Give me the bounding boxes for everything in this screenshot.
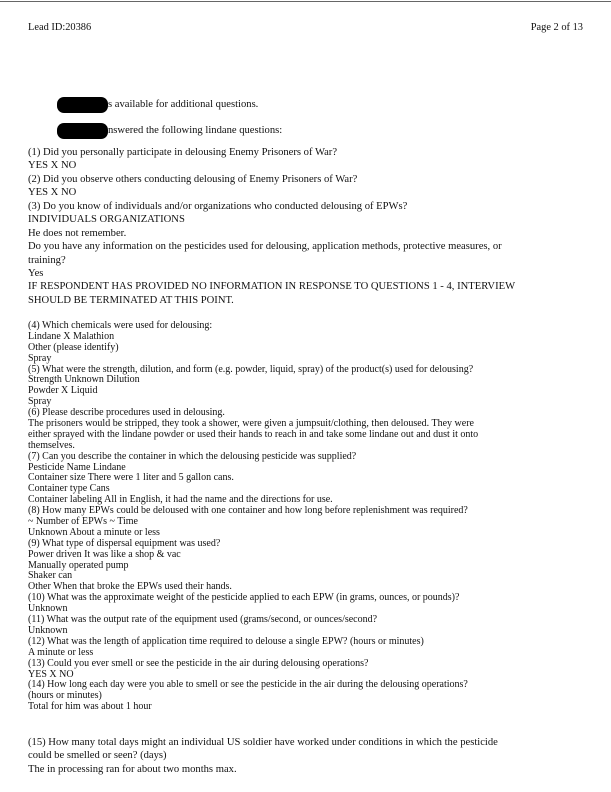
document-line: (2) Did you observe others conducting delousing of Enemy Prisoners of War? xyxy=(28,173,358,185)
question-15 xyxy=(28,736,598,776)
document-line: YES X NO xyxy=(28,187,77,199)
document-line: (7) Can you describe the container in which the delousing pesticide was supplied? xyxy=(28,450,357,462)
document-line: (14) How long each day were you able to smell or see the pesticide in the air during the delousing operations? xyxy=(28,679,468,691)
document-line: Container type Cans xyxy=(28,483,110,495)
document-line: (hours or minutes) xyxy=(28,690,102,702)
document-line: (11) What was the output rate of the equipment used (grams/second, or ounces/second? xyxy=(28,614,378,626)
document-line: The prisoners would be stripped, they took a shower, were given a jumpsuit/clothing, then deloused. They were xyxy=(28,418,474,430)
document-line: Manually operated pump xyxy=(28,559,129,571)
document-line: Other When that broke the EPWs used their hands. xyxy=(28,581,232,593)
document-line: (13) Could you ever smell or see the pesticide in the air during delousing operations? xyxy=(28,657,369,669)
document-line: A minute or less xyxy=(28,646,94,658)
document-line: (15) How many total days might an individual US soldier have worked under conditions in which the pesticide xyxy=(28,737,498,748)
document-line: YES X NO xyxy=(28,160,77,172)
document-line: Shaker can xyxy=(28,570,73,582)
document-line: (8) How many EPWs could be deloused with one container and how long before replenishment was required? xyxy=(28,505,468,517)
page-number: Page 2 of 13 xyxy=(530,22,583,33)
document-line: (10) What was the approximate weight of the pesticide applied to each EPW (in grams, ounces, or pounds)? xyxy=(28,592,460,604)
questions-4-14 xyxy=(28,321,598,713)
document-line: Container size There were 1 liter and 5 gallon cans. xyxy=(28,472,234,484)
document-line: (9) What type of dispersal equipment was used? xyxy=(28,537,221,549)
document-line: Power driven It was like a shop & vac xyxy=(28,548,181,560)
document-line: Unknown xyxy=(28,603,68,615)
document-line: (1) Did you personally participate in delousing Enemy Prisoners of War? xyxy=(28,147,338,158)
document-line: He does not remember. xyxy=(28,227,127,239)
document-line: training? xyxy=(28,254,66,266)
document-line: Yes xyxy=(28,267,44,279)
document-line: Container labeling All in English, it had the name and the directions for use. xyxy=(28,494,333,506)
document-line: ~ Number of EPWs ~ Time xyxy=(28,516,138,528)
document-line: themselves. xyxy=(28,439,75,451)
lead-id: Lead ID:20386 xyxy=(28,22,92,33)
document-line: Unknown xyxy=(28,624,68,636)
document-line: could be smelled or seen? (days) xyxy=(28,750,167,762)
document-line: (12) What was the length of application time required to delouse a single EPW? (hours or minutes) xyxy=(28,635,424,647)
questions-1-3 xyxy=(28,146,598,307)
document-line: Unknown About a minute or less xyxy=(28,526,160,538)
document-line: (5) What were the strength, dilution, and form (e.g. powder, liquid, spray) of the product(s) used for delousing? xyxy=(28,363,474,375)
document-line: Lindane X Malathion xyxy=(28,330,115,342)
document-line: IF RESPONDENT HAS PROVIDED NO INFORMATION IN RESPONSE TO QUESTIONS 1 - 4, INTERVIEW xyxy=(28,281,516,293)
document-line: (4) Which chemicals were used for delousing: xyxy=(28,320,213,331)
redaction-box xyxy=(57,123,108,139)
document-line: (3) Do you know of individuals and/or organizations who conducted delousing of EPWs? xyxy=(28,200,408,212)
document-line: Pesticide Name Lindane xyxy=(28,461,126,473)
document-line: Other (please identify) xyxy=(28,341,119,353)
redaction-box xyxy=(57,97,108,113)
document-line: The in processing ran for about two months max. xyxy=(28,763,237,775)
document-line: Spray xyxy=(28,352,52,364)
document-line: (6) Please describe procedures used in delousing. xyxy=(28,407,225,419)
page-top-border xyxy=(0,1,611,2)
document-line: YES X NO xyxy=(28,668,74,680)
document-line: Total for him was about 1 hour xyxy=(28,701,152,713)
document-line: SHOULD BE TERMINATED AT THIS POINT. xyxy=(28,294,234,306)
document-line: INDIVIDUALS ORGANIZATIONS xyxy=(28,214,185,226)
document-line: Powder X Liquid xyxy=(28,385,98,397)
answered-statement: nswered the following lindane questions: xyxy=(108,125,283,136)
document-line: either sprayed with the lindane powder or used their hands to reach in and take some lindane out and dust it onto xyxy=(28,428,479,440)
document-line: Spray xyxy=(28,396,52,408)
document-line: Do you have any information on the pesticides used for delousing, application methods, protective measures, or xyxy=(28,241,502,253)
availability-statement: s available for additional questions. xyxy=(108,99,259,110)
document-line: Strength Unknown Dilution xyxy=(28,374,140,386)
